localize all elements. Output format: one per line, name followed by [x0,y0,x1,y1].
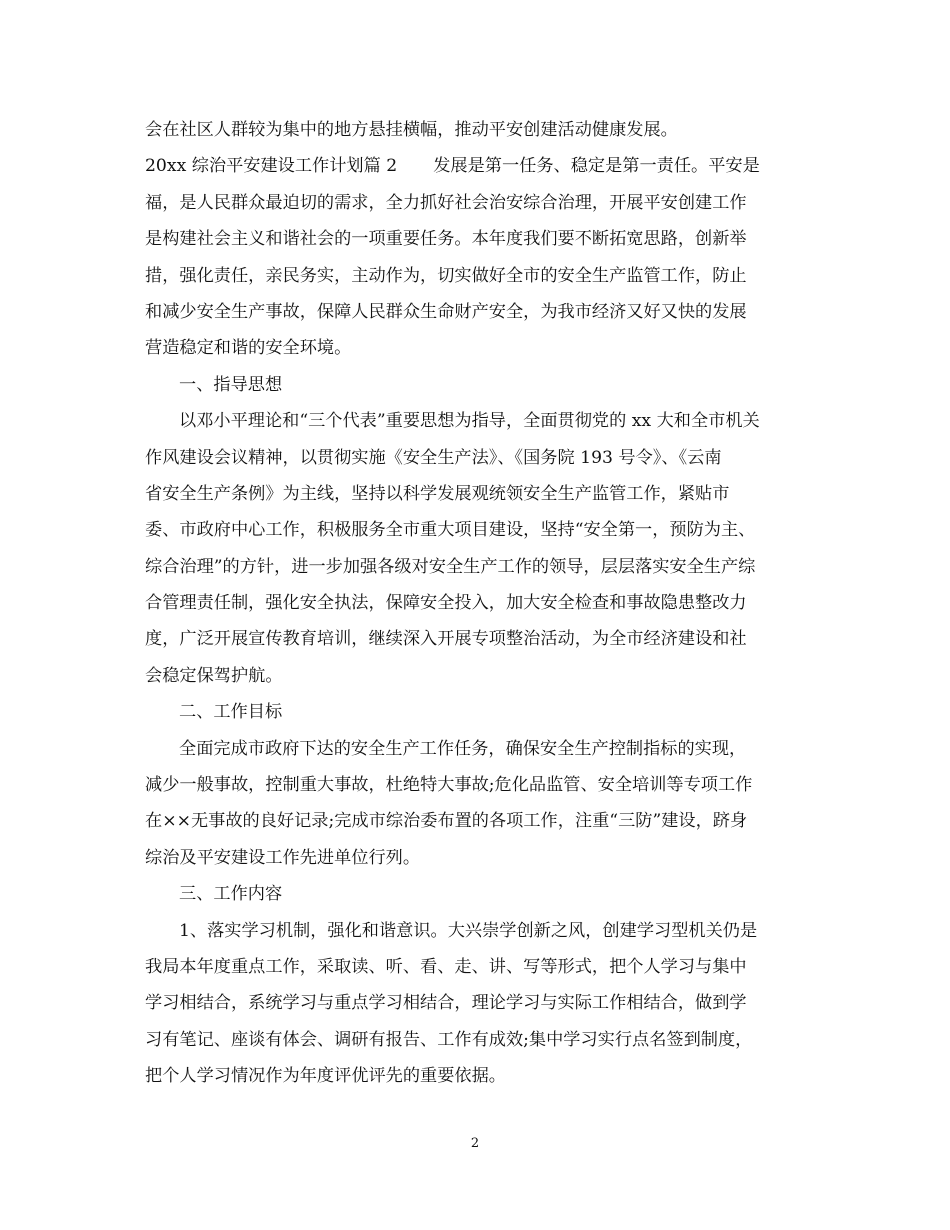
body-line: 会稳定保驾护航。 [145,665,283,686]
page-number: 2 [470,1136,480,1151]
body-line: 省安全生产条例》为主线，坚持以科学发展观统领安全生产监管工作，紧贴市 [145,483,730,504]
body-line: 全面完成市政府下达的安全生产工作任务，确保安全生产控制指标的实现， [179,738,747,759]
section-heading: 三、工作内容 [179,884,283,905]
body-line: 综合治理”的方针，进一步加强各级对安全生产工作的领导，层层落实安全生产综 [145,556,756,577]
body-line: 度，广泛开展宣传教育培训，继续深入开展专项整治活动，为全市经济建设和社 [145,629,747,650]
body-line: 营造稳定和谐的安全环境。 [145,338,352,359]
body-line: 福，是人民群众最迫切的需求，全力抓好社会治安综合治理，开展平安创建工作 [145,192,747,213]
body-line: 和减少安全生产事故，保障人民群众生命财产安全，为我市经济又好又快的发展 [145,301,747,322]
section-heading: 二、工作目标 [179,702,283,723]
body-line: 会在社区人群较为集中的地方悬挂横幅，推动平安创建活动健康发展。 [145,120,678,140]
plan-title: 20xx 综治平安建设工作计划篇 2 [145,156,398,177]
body-line: 措，强化责任，亲民务实，主动作为，切实做好全市的安全生产监管工作，防止 [145,265,747,286]
body-text: 发展是第一任务、稳定是第一责任。平安是 [433,156,760,177]
section-heading: 一、指导思想 [179,374,283,395]
body-line: 学习相结合，系统学习与重点学习相结合，理论学习与实际工作相结合，做到学 [145,993,747,1014]
document-body [145,112,815,1095]
body-line: 是构建社会主义和谐社会的一项重要任务。本年度我们要不断拓宽思路，创新举 [145,229,747,250]
body-line: 减少一般事故，控制重大事故，杜绝特大事故;危化品监管、安全培训等专项工作 [145,775,753,796]
body-line: 把个人学习情况作为年度评优评先的重要依据。 [145,1066,506,1087]
body-line: 我局本年度重点工作，采取读、听、看、走、讲、写等形式，把个人学习与集中 [145,956,747,977]
body-line: 在××无事故的良好记录;完成市综治委布置的各项工作，注重“三防”建设，跻身 [145,811,748,832]
body-line: 以邓小平理论和“三个代表”重要思想为指导，全面贯彻党的 xx 大和全市机关 [179,411,760,432]
section-heading-line [145,148,815,184]
body-line: 作风建设会议精神，以贯彻实施《安全生产法》、《国务院 193 号令》、《云南 [145,447,722,468]
body-line: 委、市政府中心工作，积极服务全市重大项目建设，坚持“安全第一，预防为主、 [145,520,756,541]
body-line: 1、落实学习机制，强化和谐意识。大兴崇学创新之风，创建学习型机关仍是 [179,920,758,941]
body-line: 合管理责任制，强化安全执法，保障安全投入，加大安全检查和事故隐患整改力 [145,593,747,614]
body-line: 综治及平安建设工作先进单位行列。 [145,847,421,868]
body-line: 习有笔记、座谈有体会、调研有报告、工作有成效;集中学习实行点名签到制度， [145,1029,753,1050]
